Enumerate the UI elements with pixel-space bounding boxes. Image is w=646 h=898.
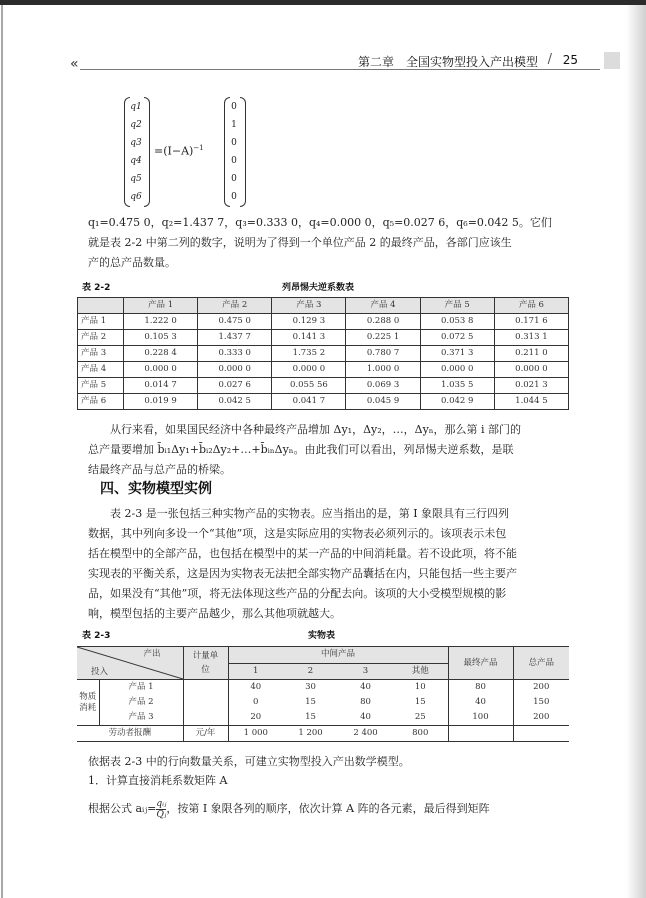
viewer-top-bar	[0, 0, 646, 5]
table-cell: 30	[305, 682, 316, 692]
text-line: 总产量要增加 b̄ᵢ₁Δy₁+b̄ᵢ₂Δy₂+…+b̄ᵢₙΔyₙ。由此我们可以看出，列昂惕夫逆系数，是联	[88, 443, 514, 456]
text-line: q₁=0.475 0，q₂=1.437 7，q₃=0.333 0，q₄=0.000 0，q₅=0.027 6，q₆=0.042 5。它们	[88, 216, 552, 229]
text-line: 就是表 2-2 中第二列的数字，说明为了得到一个单位产品 2 的最终产品，各部门应该生	[88, 236, 512, 249]
text-line: 产的总产品数量。	[88, 256, 176, 269]
unit-entry: 0	[231, 102, 237, 112]
leontief-inverse-table	[77, 297, 569, 410]
physical-io-table	[77, 646, 569, 742]
table-cell: 0.041 7	[272, 394, 346, 410]
table-cell: 40	[250, 682, 262, 692]
right-bracket-q	[144, 97, 150, 207]
column-header: 产品 1	[124, 298, 198, 314]
q-vector	[128, 98, 144, 206]
table-cell: 0.055 56	[272, 378, 346, 394]
column-header: 1	[228, 663, 283, 680]
table-cell: 0.069 3	[346, 378, 420, 394]
table-cell: 1.735 2	[272, 346, 346, 362]
page-tab	[604, 52, 620, 69]
intermediate-header: 中间产品	[228, 647, 448, 664]
corner-header	[77, 647, 183, 680]
text-line: 数据，其中列向多设一个“其他”项，这是实际应用的实物表必须列示的。该项表示未包	[88, 527, 507, 540]
q-entry: q1	[130, 102, 142, 112]
table-row	[77, 680, 569, 696]
running-header	[70, 52, 600, 72]
paragraph-model-intro	[88, 752, 570, 772]
column-header	[78, 298, 124, 314]
table-cell: 0.042 9	[420, 394, 494, 410]
header-slash: /	[547, 52, 552, 67]
formula-prefix: 根据公式 aᵢⱼ=	[88, 802, 157, 815]
table-cell: 1.437 7	[198, 330, 272, 346]
table-cell: 0.211 0	[494, 346, 568, 362]
formula-suffix: ，按第 Ⅰ 象限各列的顺序，依次计算 A 阵的各元素，最后得到矩阵	[166, 802, 490, 815]
table-cell: 0.129 3	[272, 314, 346, 330]
final-product-header: 最终产品	[448, 647, 513, 680]
table-cell: 15	[414, 697, 426, 707]
column-header: 3	[338, 663, 393, 680]
table-cell: 0.171 6	[494, 314, 568, 330]
unit-cell	[183, 710, 228, 726]
unit-cell	[183, 695, 228, 710]
q-entry: q2	[130, 120, 142, 130]
q-entry: q5	[130, 174, 142, 184]
table-cell: 0.333 0	[198, 346, 272, 362]
final-cell: 80	[448, 680, 513, 696]
unit-entry: 1	[231, 120, 237, 130]
table-cell: 0.021 3	[494, 378, 568, 394]
table-cell: 0.019 9	[124, 394, 198, 410]
table-cell: 0.045 9	[346, 394, 420, 410]
row-label: 产品 4	[78, 362, 124, 378]
text-line: 实现表的平衡关系，这是因为实物表无法把全部实物产品囊括在内，只能包括一些主要产	[88, 567, 517, 580]
table-cell: 1 200	[283, 726, 338, 742]
group-label: 物质消耗	[77, 680, 99, 726]
table-cell: 10	[414, 682, 426, 692]
table-cell: 0.027 6	[198, 378, 272, 394]
row-label: 产品 1	[128, 682, 154, 692]
table23-label: 表 2-3	[82, 631, 111, 641]
text-line: 从行来看，如果国民经济中各种最终产品增加 Δy₁，Δy₂，…，Δyₙ，那么第 i 部门的	[110, 423, 522, 436]
fraction-numerator: qᵢⱼ	[156, 798, 167, 809]
final-cell: 40	[448, 695, 513, 710]
column-header: 产品 5	[420, 298, 494, 314]
column-header: 其他	[393, 663, 448, 680]
q-entry: q6	[130, 192, 142, 202]
text-line: 依据表 2-3 中的行向数量关系，可建立实物型投入产出数学模型。	[88, 755, 410, 768]
page-number: 25	[562, 53, 578, 67]
total-product-header: 总产品	[513, 647, 569, 680]
section-heading: 四、实物模型实例	[100, 481, 212, 497]
table-row	[78, 314, 569, 330]
unit-header: 计量单位	[183, 647, 228, 680]
unit-cell	[183, 680, 228, 696]
table-cell: 1.222 0	[124, 314, 198, 330]
table-cell: 0.780 7	[346, 346, 420, 362]
table-cell: 1 000	[228, 726, 283, 742]
table-cell: 0.313 1	[494, 330, 568, 346]
double-chevron-left-icon[interactable]: «	[70, 56, 79, 72]
unit-vector	[229, 98, 239, 206]
table-cell: 0.228 4	[124, 346, 198, 362]
text-line: 品，如果没有“其他”项，将无法体现这些产品的分配去向。该项的大小受模型规模的影	[88, 587, 507, 600]
row-label: 产品 2	[128, 697, 154, 707]
table-row	[78, 330, 569, 346]
page-left-edge	[1, 5, 3, 898]
inverse-operator	[154, 144, 204, 158]
total-cell: 200	[513, 710, 569, 726]
column-header: 2	[283, 663, 338, 680]
row-label: 产品 1	[78, 314, 124, 330]
table-cell: 40	[360, 682, 371, 692]
table22-label: 表 2-2	[82, 283, 111, 293]
column-header: 产品 6	[494, 298, 568, 314]
column-header: 产品 2	[198, 298, 272, 314]
table-header-row	[77, 647, 569, 664]
table-cell: 40	[338, 710, 393, 726]
table-cell: 800	[393, 726, 448, 742]
row-label: 劳动者报酬	[77, 726, 183, 742]
unit-entry: 0	[231, 174, 237, 184]
table-cell: 0.105 3	[124, 330, 198, 346]
column-header: 产品 4	[346, 298, 420, 314]
text-line: 响，模型包括的主要产品越少，那么其他项就越大。	[88, 607, 341, 620]
chapter-title: 第二章 全国实物型投入产出模型	[357, 55, 538, 69]
fraction-denominator: Qⱼ	[156, 809, 167, 820]
final-cell: 100	[448, 710, 513, 726]
operator-exponent: −1	[193, 144, 204, 152]
table-cell: 1.044 5	[494, 394, 568, 410]
table-cell: 0	[253, 697, 259, 707]
text-line: 结最终产品与总产品的桥梁。	[88, 463, 231, 476]
corner-top-label: 产出	[143, 649, 161, 659]
table-cell: 20	[228, 710, 283, 726]
column-header: 产品 3	[272, 298, 346, 314]
formula-fraction	[156, 799, 166, 820]
table-cell: 15	[283, 710, 338, 726]
right-bracket-unit	[240, 97, 246, 207]
paragraph-physical-table	[88, 504, 570, 624]
table-cell: 0.288 0	[346, 314, 420, 330]
table22-title: 列昂惕夫逆系数表	[282, 283, 355, 293]
table23-title: 实物表	[308, 631, 336, 641]
total-cell: 150	[533, 697, 550, 707]
text-line: 括在模型中的全部产品，也包括在模型中的某一产品的中间消耗量。若不设此项，将不能	[88, 547, 517, 560]
matrix-equation	[124, 97, 254, 209]
table-cell: 1.000 0	[346, 362, 420, 378]
table-header-row	[78, 298, 569, 314]
row-label: 产品 6	[78, 394, 124, 410]
table-cell: 0.371 3	[420, 346, 494, 362]
table-row	[78, 394, 569, 410]
unit-entry: 0	[231, 192, 237, 202]
table-cell: 0.014 7	[124, 378, 198, 394]
table-cell: 15	[305, 697, 316, 707]
final-cell	[448, 726, 513, 742]
subheading-direct-consumption: 1．计算直接消耗系数矩阵 A	[88, 774, 228, 787]
table-cell: 0.053 8	[420, 314, 494, 330]
table-cell: 0.000 0	[198, 362, 272, 378]
table-cell: 0.000 0	[272, 362, 346, 378]
unit-cell: 元/年	[183, 726, 228, 742]
table-row	[78, 362, 569, 378]
total-cell: 200	[533, 682, 550, 692]
page-right-shadow	[626, 5, 646, 898]
table-cell: 0.072 5	[420, 330, 494, 346]
row-label: 产品 3	[99, 710, 183, 726]
row-label: 产品 3	[78, 346, 124, 362]
table-cell: 0.000 0	[420, 362, 494, 378]
corner-bottom-label: 投入	[91, 667, 109, 677]
table-row	[77, 710, 569, 726]
table-cell: 25	[393, 710, 448, 726]
unit-entry: 0	[231, 138, 237, 148]
unit-entry: 0	[231, 156, 237, 166]
table-cell: 80	[360, 697, 371, 707]
table-cell: 1.035 5	[420, 378, 494, 394]
row-label: 产品 5	[78, 378, 124, 394]
table-row	[77, 695, 569, 710]
q-entry: q3	[130, 138, 142, 148]
text-line: 表 2-3 是一张包括三种实物产品的实物表。应当指出的是，第 Ⅰ 象限具有三行四列	[110, 507, 510, 520]
paragraph-q-values	[88, 213, 570, 273]
table-cell: 0.475 0	[198, 314, 272, 330]
table-cell: 0.042 5	[198, 394, 272, 410]
table-cell: 2 400	[338, 726, 393, 742]
row-label: 产品 2	[78, 330, 124, 346]
table-row	[78, 378, 569, 394]
table-cell: 0.141 3	[272, 330, 346, 346]
table-cell: 0.000 0	[494, 362, 568, 378]
operator-text: =(I−A)	[154, 144, 194, 158]
table-cell: 0.225 1	[346, 330, 420, 346]
total-cell	[513, 726, 569, 742]
paragraph-formula	[88, 796, 570, 822]
table-row	[78, 346, 569, 362]
q-entry: q4	[130, 156, 142, 166]
paragraph-row-interpretation	[88, 420, 570, 480]
table-cell: 0.000 0	[124, 362, 198, 378]
labor-row	[77, 726, 569, 742]
